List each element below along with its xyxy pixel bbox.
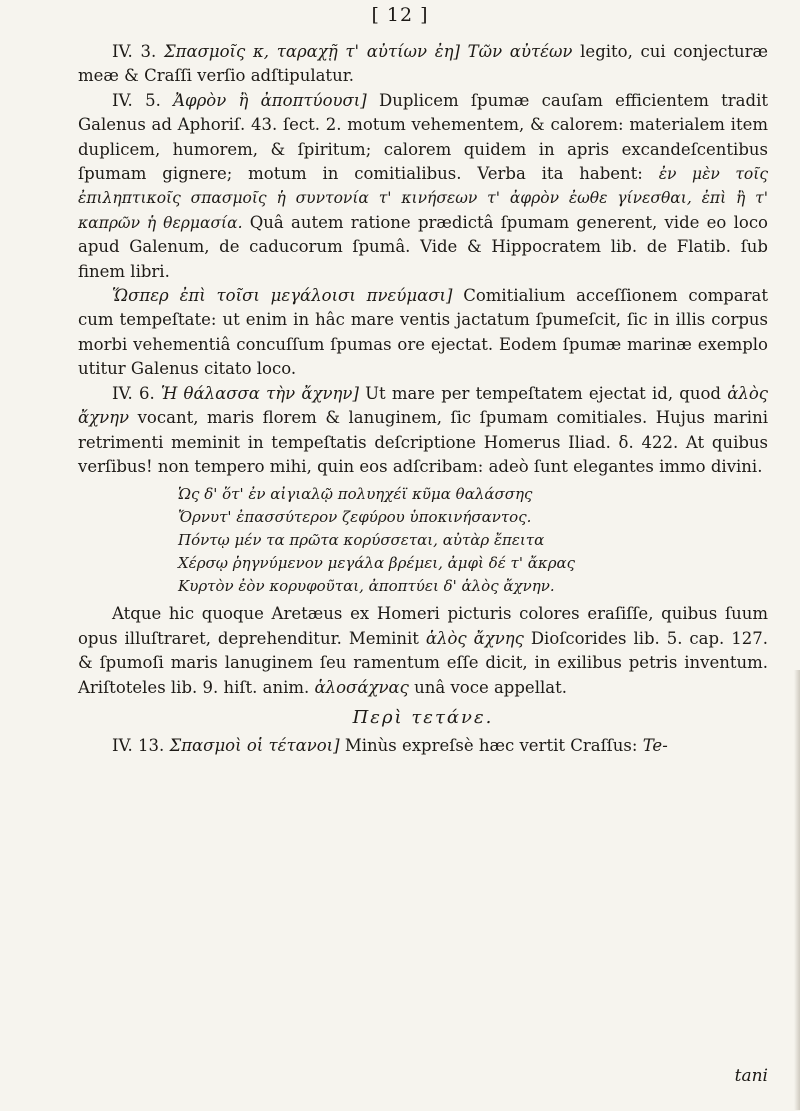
latin-text: Duplicem ſpumæ cauſam efficientem tradit Galenus ad Aphoriſ. 43. ſect. 2. motum vehementem, & calorem: materialem item duplicem, humorem, & ſpiritum; calorem quidem in apris excandeſcentibus ſpumam gignere; motum in comitialibus. Verba ita habent:: [78, 90, 768, 184]
page-edge-shadow: [794, 670, 800, 1110]
paragraph-4: [78, 382, 768, 480]
section-ref: IV. 5.: [112, 90, 161, 110]
main-text: [78, 40, 768, 759]
greek-lemma: Ὥσπερ ἐπὶ τοῖσι μεγάλοισι πνεύμασι]: [112, 286, 453, 306]
verse-line: Πόντῳ μέν τα πρῶτα κορύσσεται, αὐτὰρ ἔπειτα: [178, 531, 545, 550]
verse-line: Κυρτὸν ἐὸν κορυφοῦται, ἀποπτύει δ' ἁλὸς ἄχνην.: [178, 577, 555, 596]
paragraph-5: [78, 602, 768, 700]
greek-quote: ἐν μὲν τοῖς ἐπιληπτικοῖς σπασμοῖς ἡ συντονία τ' κινήσεων τ' ἀφρὸν ἐωθε γίνεσθαι, ἐπὶ ἢ τ' καπρῶν ἡ θερμασία.: [78, 165, 768, 232]
greek-correction: Τῶν αὐτέων: [467, 42, 573, 61]
section-title: Περὶ τετάνε.: [352, 706, 494, 728]
section-ref: IV. 3.: [112, 42, 157, 61]
latin-text: Dioſcorides lib. 5. cap. 127. & ſpumoſi maris lanuginem ſeu ramentum eſſe dicit, in exilibus petris inventum. Ariſtoteles lib. 9. hiſt. anim.: [78, 628, 768, 697]
paragraph-6: [78, 734, 768, 758]
homer-verses: [178, 483, 768, 598]
latin-text: unâ voce appellat.: [414, 677, 567, 697]
latin-text: Quâ autem ratione prædictâ ſpumam generent, vide eo loco apud Galenum, de caducorum ſpumâ. Vide & Hippocratem lib. de Flatib. ſub finem libri.: [78, 212, 768, 281]
verse-line: Ὄρνυτ' ἐπασσύτερον ζεφύρου ὑποκινήσαντος.: [178, 508, 532, 527]
paragraph-3: [78, 284, 768, 382]
greek-lemma: Ἀφρὸν ἢ ἀποπτύουσι]: [173, 90, 367, 110]
latin-text: vocant, maris florem & lanuginem, ſic ſpumam comitiales. Hujus marini retrimenti meminit in tempeſtatis deſcriptione Homerus Iliad. δ. 422. At quibus verſibus! non tempero mihi, quin eos adſcribam: adeò ſunt elegantes immo divini.: [78, 408, 768, 476]
latin-text: legito, cui conjecturæ meæ & Craſſi verſio adſtipulatur.: [78, 42, 768, 86]
greek-lemma: Σπασμοῖς κ, ταραχῇ τ' αὐτίων ἐη]: [163, 42, 460, 61]
latin-text: Atque hic quoque Aretæus ex Homeri picturis colores eraſiſſe, quibus ſuum opus illuſtraret, deprehenditur. Meminit: [78, 604, 768, 648]
latin-text: Ut mare per tempeſtatem ejectat id, quod: [365, 383, 721, 403]
paragraph-1: [78, 40, 768, 89]
latin-text: Minùs expreſsè hæc vertit Craſſus:: [344, 736, 638, 756]
latin-text: Comitialium acceſſionem comparat cum tempeſtate: ut enim in hâc mare ventis jactatum ſpumeſcit, ſic in illis corpus morbi vehementiâ concuſſum ſpumas ore ejectat. Eodem ſpumæ marinæ exemplo utitur Galenus citato loco.: [78, 286, 768, 379]
page-number: [ 12 ]: [371, 4, 429, 26]
verse-line: Χέρσῳ ῥηγνύμενον μεγάλα βρέμει, ἀμφὶ δέ τ' ἄκρας: [178, 554, 576, 573]
verse-line: Ὡς δ' ὅτ' ἐν αἰγιαλῷ πολυηχέϊ κῦμα θαλάσσης: [178, 485, 533, 504]
greek-phrase: ἁλὸς ἄχνης: [425, 628, 524, 648]
greek-lemma: Σπασμοὶ οἱ τέτανοι]: [169, 736, 340, 756]
latin-italic: Te-: [642, 736, 668, 756]
paragraph-2: [78, 89, 768, 284]
greek-lemma: Ἡ θάλασσα τὴν ἄχνην]: [160, 383, 359, 403]
catchword: tani: [734, 1066, 768, 1086]
greek-phrase: ἁλὸς ἄχνην: [78, 383, 768, 428]
section-ref: IV. 13.: [112, 736, 165, 756]
greek-phrase: ἁλοσάχνας: [314, 677, 409, 697]
section-ref: IV. 6.: [112, 383, 155, 403]
